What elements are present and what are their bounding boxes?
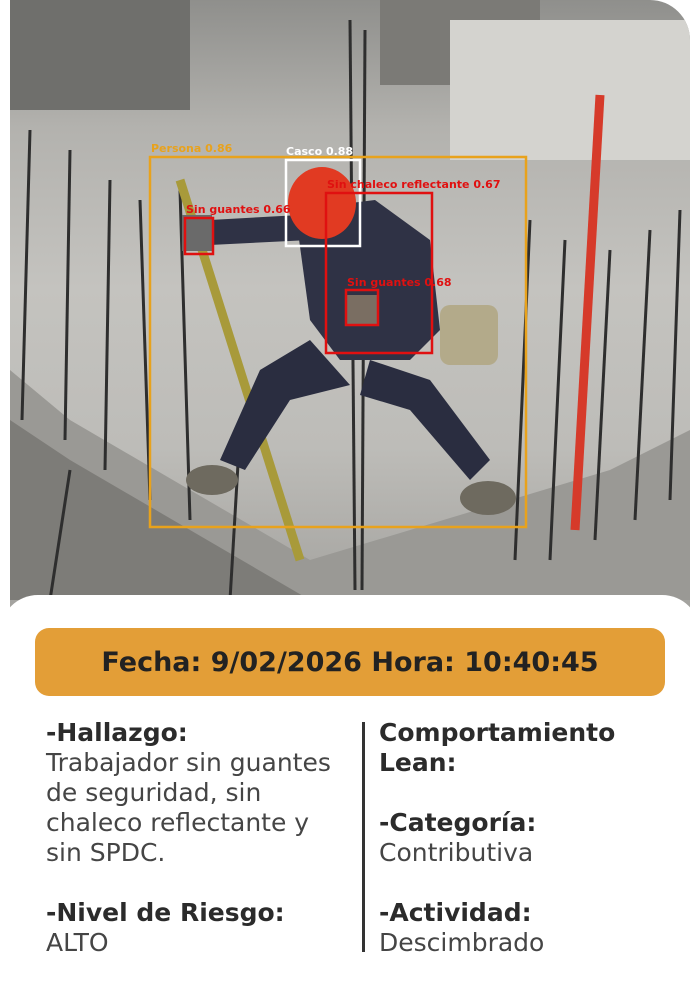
- actividad-value: Descimbrado: [379, 928, 545, 957]
- hora-label: Hora:: [371, 646, 455, 678]
- formwork-top-left: [10, 0, 190, 110]
- date-time-bar: [35, 628, 665, 696]
- right-column: [379, 718, 679, 988]
- hallazgo-label: -Hallazgo:: [46, 718, 188, 747]
- categoria-label: -Categoría:: [379, 808, 537, 837]
- categoria-value: Contributiva: [379, 838, 534, 867]
- riesgo-label: -Nivel de Riesgo:: [46, 898, 285, 927]
- red-pipe: [575, 95, 600, 530]
- fecha-value: 9/02/2026: [210, 646, 362, 678]
- bbox-sin-guantes-1-label: Sin guantes 0.66: [186, 203, 291, 216]
- left-column: [46, 718, 351, 988]
- comportamiento-label: Comportamiento Lean:: [379, 718, 616, 777]
- fecha-label: Fecha:: [101, 646, 202, 678]
- actividad-label: -Actividad:: [379, 898, 532, 927]
- column-divider: [362, 722, 365, 952]
- bbox-casco-label: Casco 0.88: [286, 145, 354, 158]
- slab-light-area: [450, 20, 690, 160]
- hora-value: 10:40:45: [464, 646, 599, 678]
- bbox-persona-label: Persona 0.86: [151, 142, 233, 155]
- bbox-sin-chaleco-label: Sin chaleco reflectante 0.67: [327, 178, 501, 191]
- hallazgo-value: Trabajador sin guantes de seguridad, sin chaleco reflectante y sin SPDC.: [46, 748, 331, 867]
- inspection-photo: [10, 0, 690, 640]
- photo-scene: [10, 0, 690, 640]
- bbox-sin-guantes-2-label: Sin guantes 0.68: [347, 276, 452, 289]
- riesgo-value: ALTO: [46, 928, 109, 957]
